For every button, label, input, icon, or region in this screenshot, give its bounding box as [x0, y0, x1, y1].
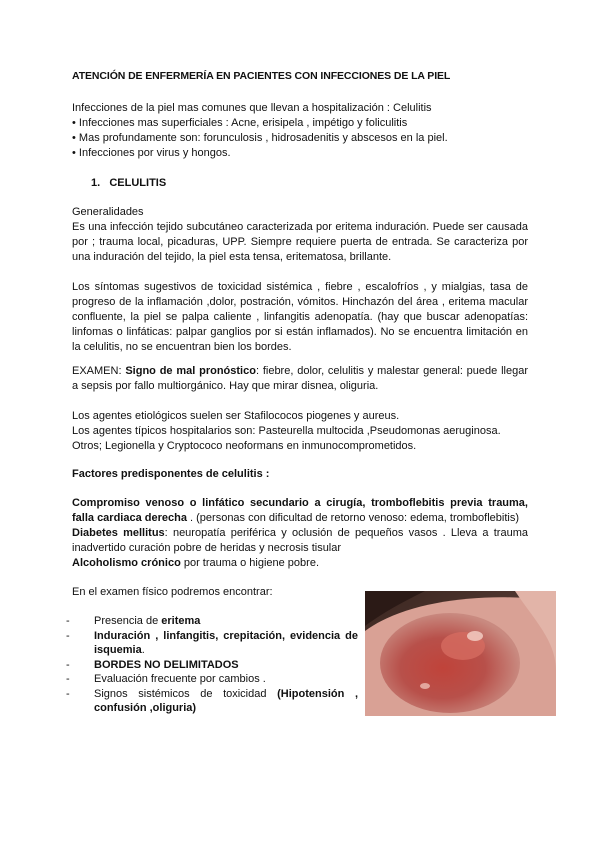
factor-diabetes: Diabetes mellitus: neuropatía periférica y oclusión de pequeños vasos . Lleva a trauma inadvertido curación pobre de heridas y necrosis tisular — [72, 527, 528, 554]
factor-alcoholismo: Alcoholismo crónico por trauma o higiene pobre. — [72, 557, 319, 569]
list-item: - BORDES NO DELIMITADOS — [66, 658, 239, 671]
factores-heading: Factores predisponentes de celulitis : — [72, 468, 270, 480]
generalidades-block — [72, 205, 528, 265]
examen-fisico-intro: En el examen físico podremos encontrar: — [72, 586, 273, 598]
intro-block — [72, 101, 448, 161]
list-item: - Presencia de eritema — [66, 615, 201, 627]
list-item: - Signos sistémicos de toxicidad (Hipotensión , confusión ,oliguria) — [66, 687, 358, 714]
agentes-block — [72, 409, 501, 454]
intro-bullet: • Infecciones por virus y hongos. — [72, 147, 231, 159]
agentes-line: Otros; Legionella y Cryptococo neoformans en inmunocomprometidos. — [72, 440, 417, 452]
generalidades-label: Generalidades — [72, 206, 144, 218]
list-item: - Induración , linfangitis, crepitación, evidencia de isquemia. — [66, 629, 358, 656]
page-title: ATENCIÓN DE ENFERMERÍA EN PACIENTES CON INFECCIONES DE LA PIEL — [72, 70, 451, 82]
intro-heading: Infecciones de la piel mas comunes que llevan a hospitalización : Celulitis — [72, 102, 432, 114]
cellulitis-photo-svg — [365, 591, 556, 716]
list-item: - Evaluación frecuente por cambios . — [66, 673, 266, 685]
cellulitis-photo — [365, 591, 556, 716]
agentes-line: Los agentes etiológicos suelen ser Stafilococos piogenes y aureus. — [72, 410, 400, 422]
hallazgos-list — [66, 614, 358, 716]
sintomas-paragraph: Los síntomas sugestivos de toxicidad sistémica , fiebre , escalofríos , y mialgias, tasa de progreso de la inflamación ,dolor, postración, vómitos. Hinchazón del área , eritema macular confluente, la piel se palpa caliente , linfangitis adenopatía. (hay que buscar adenopatías: linfomas o linfáticas: palpar ganglios por si están inflamados). No se encuentra limitación en la celulitis, no se encuentran bien los bordes. — [72, 281, 528, 353]
intro-bullet: • Infecciones mas superficiales : Acne, erisipela , impétigo y foliculitis — [72, 117, 408, 129]
intro-bullet: • Mas profundamente son: forunculosis , hidrosadenitis y abscesos en la piel. — [72, 132, 448, 144]
section-heading-celulitis: 1. CELULITIS — [91, 177, 167, 189]
examen-paragraph: EXAMEN: Signo de mal pronóstico: fiebre, dolor, celulitis y malestar general: puede llegar a sepsis por fallo multiorgánico. Hay que mirar disnea, oliguria. — [72, 365, 528, 392]
generalidades-text: Es una infección tejido subcutáneo caracterizada por eritema induración. Puede ser causada por ; trauma local, picaduras, UPP. Siempre requiere puerta de entrada. Se caracteriza por una induración del tejido, la piel esta tensa, eritematosa, brillante. — [72, 221, 528, 263]
agentes-line: Los agentes típicos hospitalarios son: Pasteurella multocida ,Pseudomonas aeruginosa. — [72, 425, 501, 437]
factor-venoso: Compromiso venoso o linfático secundario a cirugía, tromboflebitis previa trauma, falla cardiaca derecha . (personas con dificultad de retorno venoso: edema, tromboflebitis) — [72, 497, 528, 524]
factores-block — [72, 496, 528, 571]
